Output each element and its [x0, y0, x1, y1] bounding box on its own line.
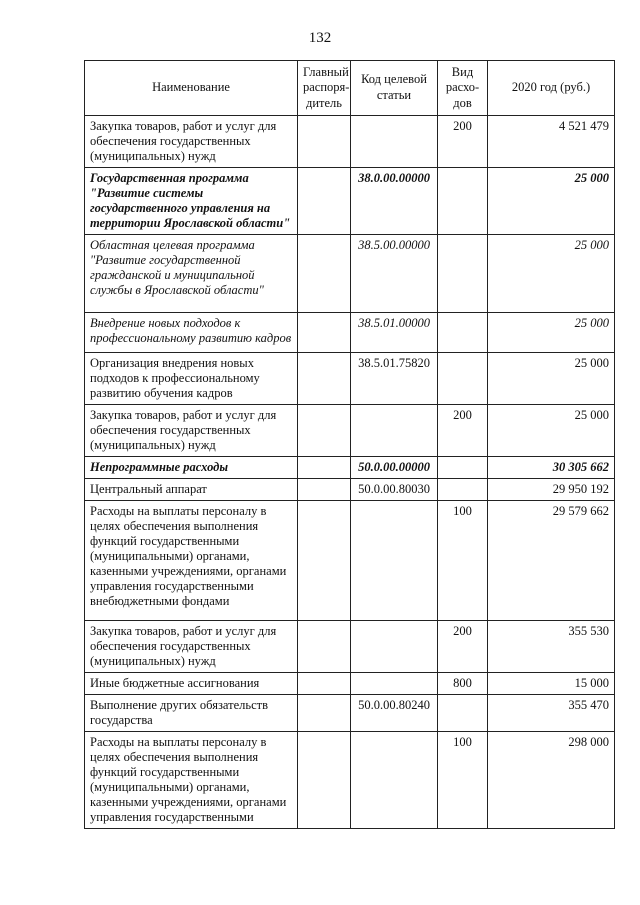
row-sum: 30 305 662 [488, 457, 615, 479]
row-vid [438, 695, 488, 732]
row-code: 38.5.01.00000 [351, 313, 438, 353]
row-code: 50.0.00.80240 [351, 695, 438, 732]
row-vid: 200 [438, 621, 488, 673]
row-code: 38.5.00.00000 [351, 235, 438, 313]
row-main-admin [298, 479, 351, 501]
row-name: Иные бюджетные ассигнования [85, 673, 298, 695]
row-vid: 200 [438, 405, 488, 457]
table-row [85, 235, 615, 313]
row-code: 38.5.01.75820 [351, 353, 438, 405]
row-code: 50.0.00.80030 [351, 479, 438, 501]
table-row [85, 479, 615, 501]
header-name: Наименование [85, 61, 298, 116]
row-main-admin [298, 695, 351, 732]
row-main-admin [298, 621, 351, 673]
row-vid [438, 313, 488, 353]
row-code: 38.0.00.00000 [351, 168, 438, 235]
row-sum: 355 530 [488, 621, 615, 673]
row-name: Организация внедрения новых подходов к профессиональному развитию обучения кадров [85, 353, 298, 405]
header-vid: Вид расхо-дов [438, 61, 488, 116]
table-row [85, 457, 615, 479]
table-header-row [85, 61, 615, 116]
row-vid: 100 [438, 732, 488, 829]
row-name: Внедрение новых подходов к профессиональному развитию кадров [85, 313, 298, 353]
row-sum: 25 000 [488, 235, 615, 313]
row-name: Расходы на выплаты персоналу в целях обеспечения выполнения функций государственными (муниципальными) органами, казенными учреждениями, органами управления государственными внебюджетными фондами [85, 501, 298, 621]
table-row [85, 673, 615, 695]
row-name: Закупка товаров, работ и услуг для обеспечения государственных (муниципальных) нужд [85, 621, 298, 673]
row-vid [438, 457, 488, 479]
row-sum: 298 000 [488, 732, 615, 829]
row-vid [438, 168, 488, 235]
header-sum: 2020 год (руб.) [488, 61, 615, 116]
table-row [85, 116, 615, 168]
row-main-admin [298, 405, 351, 457]
table-row [85, 168, 615, 235]
budget-table [84, 60, 615, 829]
row-code [351, 501, 438, 621]
row-sum: 355 470 [488, 695, 615, 732]
row-vid [438, 353, 488, 405]
row-main-admin [298, 116, 351, 168]
row-vid [438, 235, 488, 313]
page-number: 132 [308, 30, 332, 46]
row-code: 50.0.00.00000 [351, 457, 438, 479]
row-sum: 29 579 662 [488, 501, 615, 621]
row-sum: 4 521 479 [488, 116, 615, 168]
table-row [85, 313, 615, 353]
row-main-admin [298, 235, 351, 313]
table-row [85, 695, 615, 732]
row-main-admin [298, 501, 351, 621]
row-main-admin [298, 313, 351, 353]
row-name: Центральный аппарат [85, 479, 298, 501]
row-name: Непрограммные расходы [85, 457, 298, 479]
row-main-admin [298, 457, 351, 479]
row-main-admin [298, 732, 351, 829]
row-vid [438, 479, 488, 501]
header-code: Код целевой статьи [351, 61, 438, 116]
row-code [351, 116, 438, 168]
row-sum: 25 000 [488, 353, 615, 405]
table-row [85, 501, 615, 621]
row-sum: 25 000 [488, 313, 615, 353]
row-main-admin [298, 353, 351, 405]
row-sum: 25 000 [488, 405, 615, 457]
row-code [351, 732, 438, 829]
row-name: Закупка товаров, работ и услуг для обеспечения государственных (муниципальных) нужд [85, 405, 298, 457]
row-code [351, 673, 438, 695]
row-name: Расходы на выплаты персоналу в целях обеспечения выполнения функций государственными (муниципальными) органами, казенными учреждениями, органами управления государственными [85, 732, 298, 829]
row-name: Государственная программа "Развитие системы государственного управления на территории Ярославской области" [85, 168, 298, 235]
row-name: Областная целевая программа "Развитие государственной гражданской и муниципальной службы в Ярославской области" [85, 235, 298, 313]
row-vid: 800 [438, 673, 488, 695]
table-row [85, 353, 615, 405]
row-sum: 15 000 [488, 673, 615, 695]
row-sum: 25 000 [488, 168, 615, 235]
header-main-admin: Главный распоря-дитель [298, 61, 351, 116]
row-sum: 29 950 192 [488, 479, 615, 501]
row-code [351, 405, 438, 457]
table-row [85, 732, 615, 829]
row-vid: 200 [438, 116, 488, 168]
row-vid: 100 [438, 501, 488, 621]
row-name: Выполнение других обязательств государства [85, 695, 298, 732]
row-code [351, 621, 438, 673]
table-row [85, 405, 615, 457]
row-main-admin [298, 168, 351, 235]
row-name: Закупка товаров, работ и услуг для обеспечения государственных (муниципальных) нужд [85, 116, 298, 168]
table-row [85, 621, 615, 673]
row-main-admin [298, 673, 351, 695]
